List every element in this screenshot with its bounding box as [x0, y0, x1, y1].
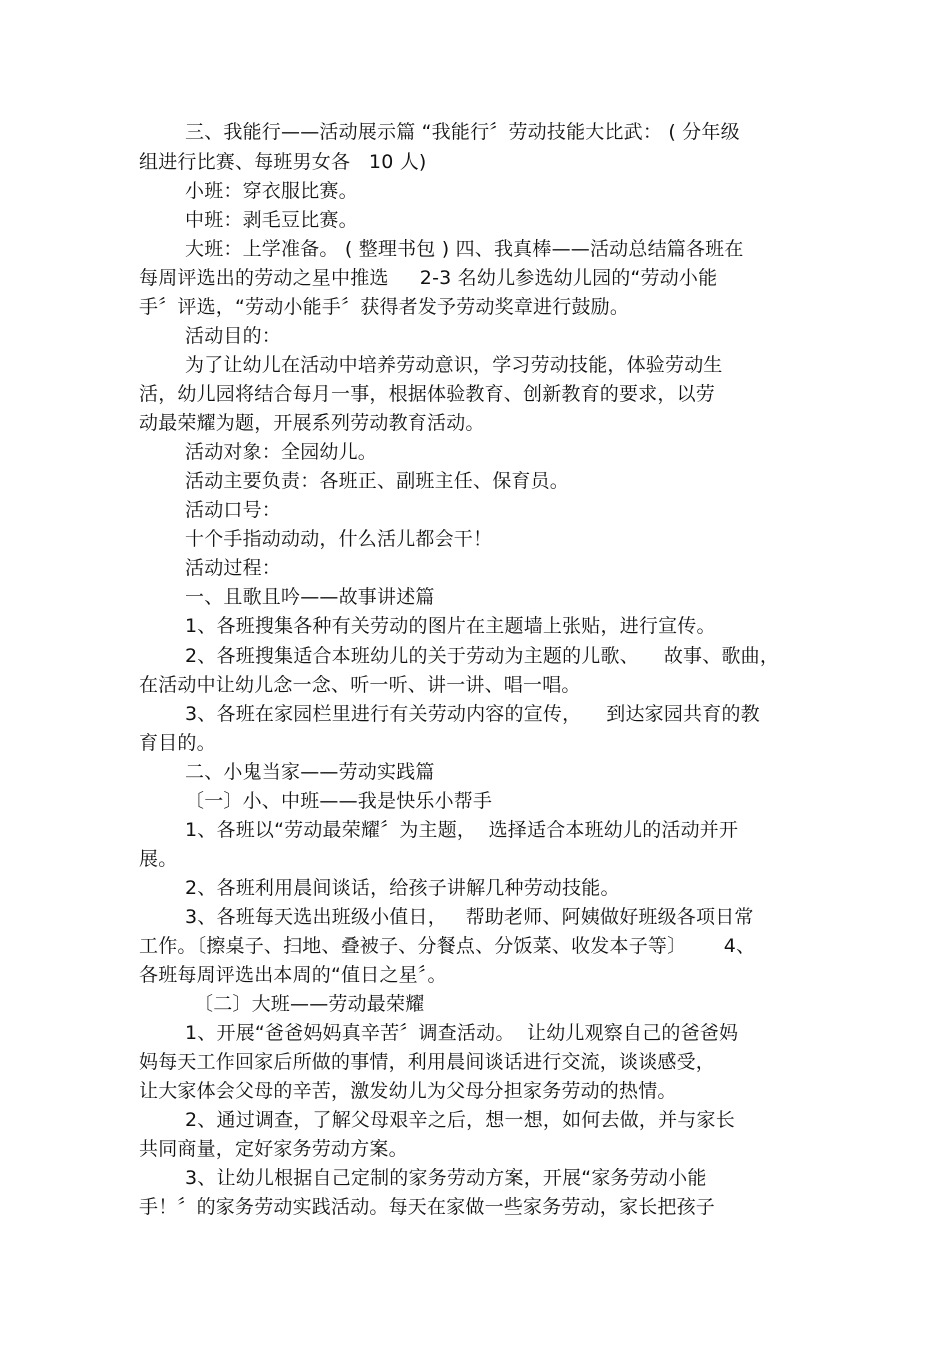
section-heading: 〔二〕大班——劳动最荣耀: [194, 993, 425, 1015]
text-line: 3、让幼儿根据自己定制的家务劳动方案，开展“家务劳动小能: [185, 1167, 707, 1189]
text-line: 让大家体会父母的辛苦，激发幼儿为父母分担家务劳动的热情。: [139, 1080, 677, 1102]
text-line: 组进行比赛、每班男女各 10 人): [139, 151, 427, 173]
text-line: 1、各班以“劳动最荣耀〞为主题， 选择适合本班幼儿的活动并开: [185, 819, 739, 841]
text-line: 展。: [139, 848, 178, 870]
text-line: 在活动中让幼儿念一念、听一听、讲一讲、唱一唱。: [139, 674, 581, 696]
text-line: 3、各班在家园栏里进行有关劳动内容的宣传， 到达家园共育的教: [185, 703, 760, 725]
text-line: 2、通过调查，了解父母艰辛之后，想一想，如何去做，并与家长: [185, 1109, 735, 1131]
section-heading: 二、小鬼当家——劳动实践篇: [185, 761, 435, 783]
section-heading: 活动过程：: [185, 557, 282, 579]
section-heading: 活动口号：: [185, 499, 282, 521]
text-line: 2、各班利用晨间谈话，给孩子讲解几种劳动技能。: [185, 877, 620, 899]
text-line: 小班：穿衣服比赛。: [185, 180, 358, 202]
text-line: 十个手指动动动，什么活儿都会干！: [185, 528, 493, 550]
text-line: 育目的。: [139, 732, 216, 754]
text-line: 每周评选出的劳动之星中推选 2-3 名幼儿参选幼儿园的“劳动小能: [139, 267, 718, 289]
text-line: 三、我能行——活动展示篇 “我能行〞劳动技能大比武： ( 分年级: [185, 121, 740, 143]
text-line: 1、各班搜集各种有关劳动的图片在主题墙上张贴，进行宣传。: [185, 615, 716, 637]
text-line: 3、各班每天选出班级小值日， 帮助老师、阿姨做好班级各项日常: [185, 906, 754, 928]
text-line: 手！〞的家务劳动实践活动。每天在家做一些家务劳动，家长把孩子: [139, 1196, 716, 1218]
section-heading: 活动目的：: [185, 325, 282, 347]
text-line: 中班：剥毛豆比赛。: [185, 209, 358, 231]
text-line: 共同商量，定好家务劳动方案。: [139, 1138, 408, 1160]
text-line: 为了让幼儿在活动中培养劳动意识，学习劳动技能，体验劳动生: [185, 354, 723, 376]
text-line: 1、开展“爸爸妈妈真辛苦〞调查活动。 让幼儿观察自己的爸爸妈: [185, 1022, 739, 1044]
text-line: 活，幼儿园将结合每月一事，根据体验教育、创新教育的要求，以劳: [139, 383, 716, 405]
section-heading: 一、且歌且吟——故事讲述篇: [185, 586, 435, 608]
text-line: 妈每天工作回家后所做的事情，利用晨间谈话进行交流，谈谈感受，: [139, 1051, 716, 1073]
text-line: 大班：上学准备。 ( 整理书包 ) 四、我真棒——活动总结篇各班在: [185, 238, 744, 260]
text-line: 各班每周评选出本周的“值日之星〞。: [139, 964, 447, 986]
text-line: 活动对象：全园幼儿。: [185, 441, 378, 463]
text-line: 动最荣耀为题，开展系列劳动教育活动。: [139, 412, 485, 434]
text-line: 2、各班搜集适合本班幼儿的关于劳动为主题的儿歌、 故事、歌曲，: [185, 645, 780, 667]
text-line: 工作。〔擦桌子、扫地、叠被子、分餐点、分饭菜、收发本子等〕 4、: [139, 935, 756, 957]
text-line: 手〞评选，“劳动小能手〞获得者发予劳动奖章进行鼓励。: [139, 296, 630, 318]
text-line: 活动主要负责：各班正、副班主任、保育员。: [185, 470, 570, 492]
section-heading: 〔一〕小、中班——我是快乐小帮手: [185, 790, 493, 812]
